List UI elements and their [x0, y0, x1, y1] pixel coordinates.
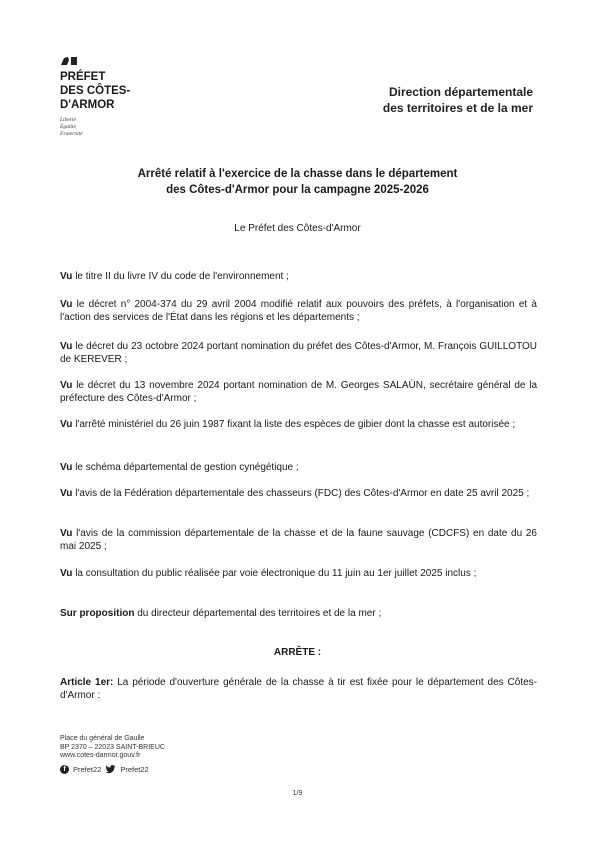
devise-line: Fraternité	[60, 131, 83, 137]
visa-text: le titre II du livre IV du code de l'environnement ;	[72, 271, 289, 282]
footer-line: BP 2370 – 22023 SAINT-BRIEUC	[60, 743, 165, 751]
visa-text: l'avis de la Fédération départementale des chasseurs (FDC) des Côtes-d'Armor en date 25 avril 2025 ;	[72, 488, 530, 499]
visa-paragraph	[60, 418, 537, 431]
visa-lead: Vu	[60, 528, 73, 539]
prefet-line: DES CÔTES-	[60, 85, 131, 97]
prefet-line: D'ARMOR	[60, 99, 115, 111]
visa-paragraph	[60, 270, 537, 283]
visa-paragraph	[60, 527, 537, 553]
arrete-heading: ARRÊTE :	[273, 647, 322, 658]
prefet-logo-text	[60, 70, 130, 112]
visa-text: l'avis de la commission départementale de la chasse et de la faune sauvage (CDCFS) en date du 26 mai 2025 ;	[60, 528, 537, 552]
facebook-handle[interactable]: Prefet22	[73, 765, 102, 774]
page-number: 1/9	[292, 790, 303, 797]
visa-paragraph	[60, 487, 537, 500]
prefet-line: PRÉFET	[60, 71, 106, 83]
title-line: des Côtes-d'Armor pour la campagne 2025-2026	[166, 184, 429, 196]
proposition-paragraph	[60, 607, 537, 620]
devise	[60, 117, 83, 138]
visa-paragraph	[60, 567, 537, 580]
visa-lead: Vu	[60, 380, 73, 391]
visa-lead: Vu	[60, 271, 73, 282]
visa-text: le schéma départemental de gestion cynégétique ;	[72, 462, 299, 473]
twitter-icon	[105, 765, 116, 774]
proposition-text: du directeur départemental des territoires et de la mer ;	[134, 608, 382, 619]
visa-text: le décret n° 2004-374 du 29 avril 2004 modifié relatif aux pouvoirs des préfets, à l'organisation et à l'action des services de l'État dans les régions et les départements ;	[60, 299, 537, 323]
article-1-text: La période d'ouverture générale de la chasse à tir est fixée pour le département des Côtes-d'Armor :	[60, 677, 538, 701]
service-line: Direction départementale	[388, 85, 533, 99]
visa-paragraph	[60, 298, 537, 324]
proposition-lead: Sur proposition	[60, 608, 135, 619]
visa-paragraph	[60, 340, 537, 366]
visa-lead: Vu	[60, 462, 73, 473]
facebook-icon: f	[60, 765, 69, 774]
devise-line: Égalité	[60, 124, 76, 130]
footer-address	[60, 735, 165, 761]
service-line: des territoires et de la mer	[382, 101, 533, 115]
visa-text: le décret du 23 octobre 2024 portant nomination du préfet des Côtes-d'Armor, M. François GUILLOTOU de KEREVER ;	[60, 341, 537, 365]
visa-lead: Vu	[60, 419, 73, 430]
devise-line: Liberté	[60, 117, 76, 123]
article-1-paragraph	[60, 676, 537, 702]
visa-text: le décret du 13 novembre 2024 portant nomination de M. Georges SALAÜN, secrétaire général de la préfecture des Côtes-d'Armor ;	[60, 380, 537, 404]
twitter-handle[interactable]: Prefet22	[120, 765, 149, 774]
footer-line: Place du général de Gaulle	[60, 735, 145, 742]
visa-text: la consultation du public réalisée par voie électronique du 11 juin au 1er juillet 2025 inclus ;	[72, 568, 477, 579]
author-line: Le Préfet des Côtes-d'Armor	[234, 223, 361, 234]
document-title	[60, 166, 535, 198]
title-line: Arrêté relatif à l'exercice de la chasse dans le département	[137, 168, 458, 180]
visa-lead: Vu	[60, 568, 73, 579]
visa-paragraph	[60, 461, 537, 474]
visa-lead: Vu	[60, 341, 73, 352]
article-1-lead: Article 1er:	[60, 677, 114, 688]
footer-website-link[interactable]: www.cotes-darmor.gouv.fr	[60, 752, 141, 760]
social-links	[60, 765, 149, 774]
visa-text: l'arrêté ministériel du 26 juin 1987 fixant la liste des espèces de gibier dont la chasse est autorisée ;	[72, 419, 516, 430]
visa-paragraph	[60, 379, 537, 405]
marianne-logo-icon	[60, 56, 78, 66]
service-name	[383, 84, 533, 116]
visa-lead: Vu	[60, 488, 73, 499]
visa-lead: Vu	[60, 299, 73, 310]
